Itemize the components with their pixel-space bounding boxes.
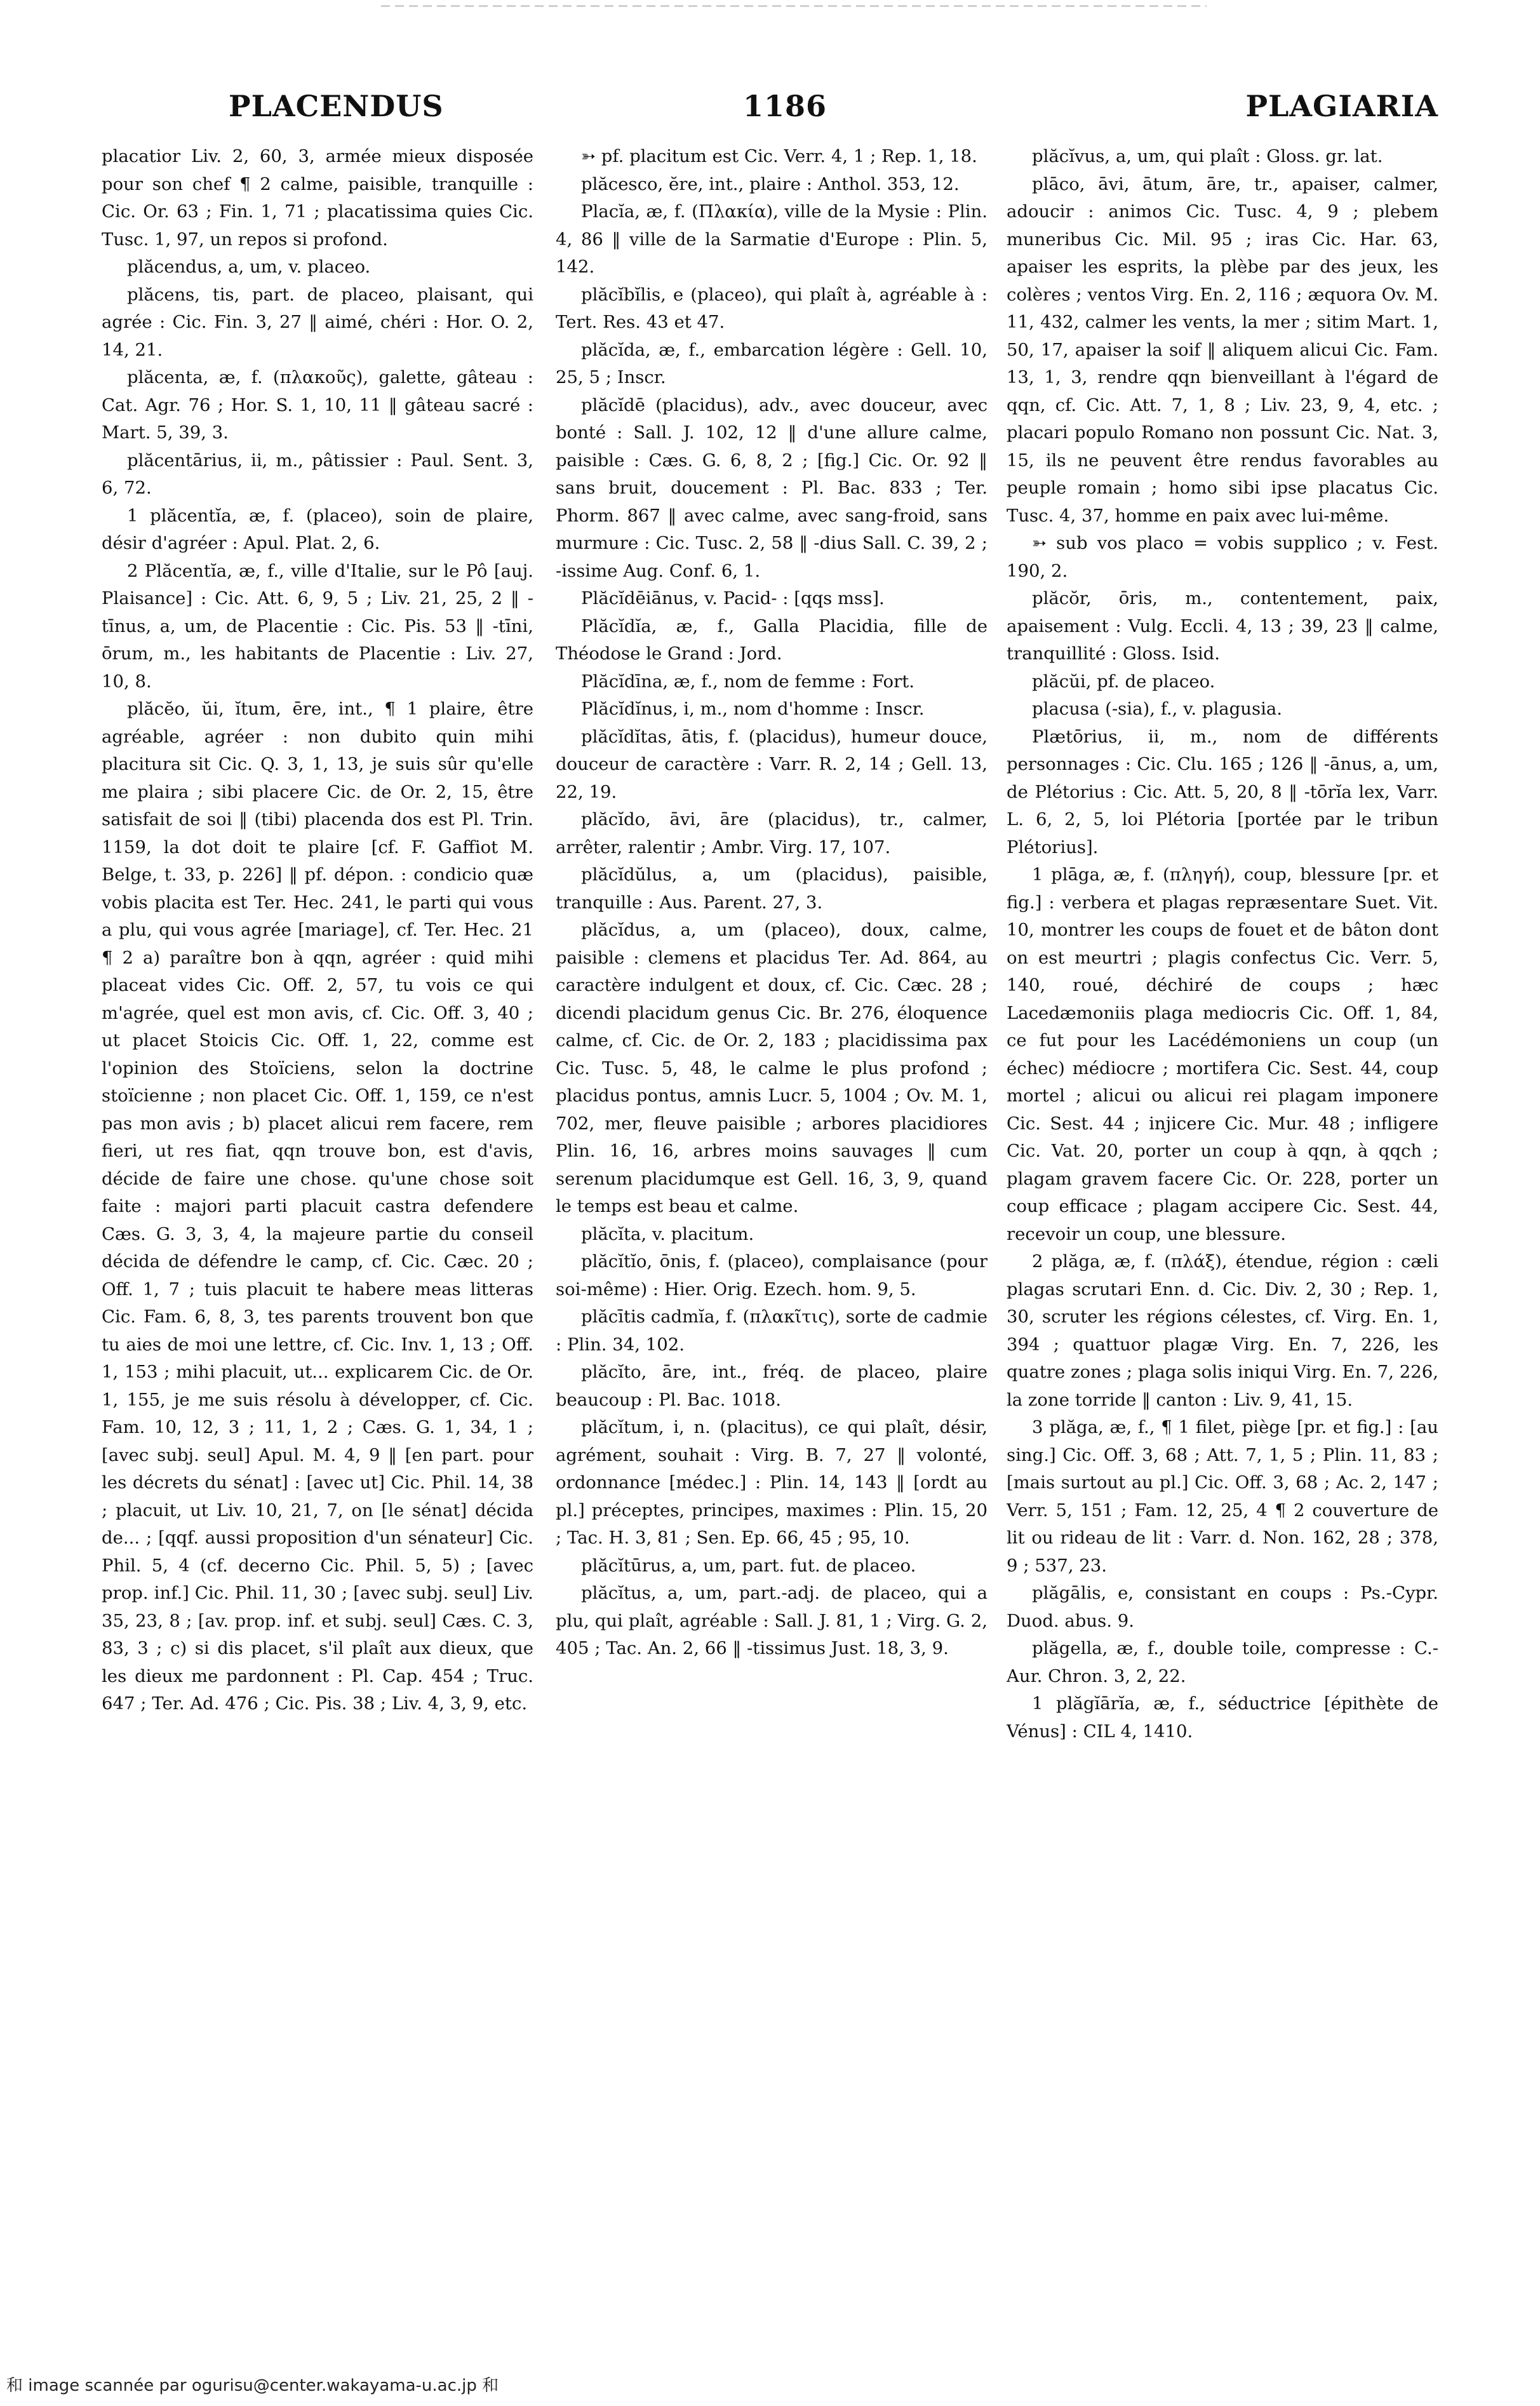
dictionary-entry: plăcĭdĭtas, ātis, f. (placidus), humeur douce, douceur de caractère : Varr. R. 2, 14 ; Gell. 13, 22, 19. bbox=[556, 726, 988, 802]
dictionary-entry: plăcĭto, āre, int., fréq. de placeo, plaire beaucoup : Pl. Bac. 1018. bbox=[556, 1362, 988, 1410]
column-1 bbox=[102, 143, 533, 2315]
dictionary-entry: plăcĭdus, a, um (placeo), doux, calme, paisible : clemens et placidus Ter. Ad. 864, au caractère indulgent et doux, cf. Cic. Cæc. 28 ; dicendi placidum genus Cic. Br. 276, éloquence calme, cf. Cic. de Or. 2, 183 ; placidissima pax Cic. Tusc. 5, 48, le calme le plus profond ; placidus pontus, amnis Lucr. 5, 1004 ; Ov. M. 1, 702, mer, fleuve paisible ; arbores placidiores Plin. 16, 16, arbres moins sauvages ‖ cum serenum placidumque est Gell. 16, 3, 9, quand le temps est beau et calme. bbox=[556, 920, 988, 1216]
dictionary-entry: 1 plăgĭārĭa, æ, f., séductrice [épithète de Vénus] : CIL 4, 1410. bbox=[1007, 1693, 1438, 1742]
column-2 bbox=[556, 143, 988, 2315]
dictionary-entry: 1 plāga, æ, f. (πληγή), coup, blessure [pr. et fig.] : verbera et plagas repræsentare Suet. Vit. 10, montrer les coups de fouet et de bâton dont on est meurtri ; plagis confectus Cic. Verr. 5, 140, roué, déchiré de coups ; hæc Lacedæmoniis plaga mediocris Cic. Off. 1, 84, ce fut pour les Lacédémoniens un coup (un échec) médiocre ; mortifera Cic. Sest. 44, coup mortel ; alicui ou alicui rei plagam imponere Cic. Sest. 44 ; injicere Cic. Mur. 48 ; infligere Cic. Vat. 20, porter un coup à qqn, à qqch ; plagam gravem facere Cic. Or. 228, porter un coup efficace ; plagam accipere Cic. Sest. 44, recevoir un coup, une blessure. bbox=[1007, 864, 1438, 1244]
dictionary-entry: plăcĭdŭlus, a, um (placidus), paisible, tranquille : Aus. Parent. 27, 3. bbox=[556, 864, 988, 913]
dictionary-entry: plăcĭtum, i, n. (placitus), ce qui plaît, désir, agrément, souhait : Virg. B. 7, 27 ‖ volonté, ordonnance [médec.] : Plin. 14, 143 ‖ [ordt au pl.] préceptes, principes, maximes : Plin. 15, 20 ; Tac. H. 3, 81 ; Sen. Ep. 66, 45 ; 95, 10. bbox=[556, 1417, 988, 1548]
dictionary-entry: plăcĭtūrus, a, um, part. fut. de placeo. bbox=[581, 1555, 916, 1576]
dictionary-entry: Placĭa, æ, f. (Πλακία), ville de la Mysie : Plin. 4, 86 ‖ ville de la Sarmatie d'Europe : Plin. 5, 142. bbox=[556, 201, 988, 277]
dictionary-entry: plăcĕo, ŭi, ĭtum, ēre, int., ¶ 1 plaire, être agréable, agréer : non dubito quin mihi placitura sit Cic. Q. 3, 1, 13, je suis sûr qu'elle me plaira ; sibi placere Cic. de Or. 2, 15, être satisfait de soi ‖ (tibi) placenda dos est Pl. Trin. 1159, la dot doit te plaire [cf. F. Gaffiot M. Belge, t. 33, p. 226] ‖ pf. dépon. : condicio quæ vobis placita est Ter. Hec. 241, le parti qui vous a plu, qui vous agrée [mariage], cf. Ter. Hec. 21 ¶ 2 a) paraître bon à qqn, agréer : quid mihi placeat vides Cic. Off. 2, 57, tu vois ce qui m'agrée, quel est mon avis, cf. Cic. Off. 3, 40 ; ut placet Stoicis Cic. Off. 1, 22, comme est l'opinion des Stoïciens, selon la doctrine stoïcienne ; non placet Cic. Off. 1, 159, ce n'est pas mon avis ; b) placet alicui rem facere, rem fieri, ut res fiat, qqn trouve bon, est d'avis, décide de faire une chose. qu'une chose soit faite : majori parti placuit castra defendere Cæs. G. 3, 3, 4, la majeure partie du conseil décida de défendre le camp, cf. Cic. Cæc. 20 ; Off. 1, 7 ; tuis placuit te habere meas litteras Cic. Fam. 6, 8, 3, tes parents trouvent bon que tu aies de moi une lettre, cf. Cic. Inv. 1, 13 ; Off. 1, 153 ; mihi placuit, ut... explicarem Cic. de Or. 1, 155, je me suis résolu à développer, cf. Cic. Fam. 10, 12, 3 ; 11, 1, 2 ; Cæs. G. 1, 34, 1 ; [avec subj. seul] Apul. M. 4, 9 ‖ [en part. pour les décrets du sénat] : [avec ut] Cic. Phil. 14, 38 ; placuit, ut Liv. 10, 21, 7, on [le sénat] décida de... ; [qqf. aussi proposition d'un sénateur] Cic. Phil. 5, 4 (cf. decerno Cic. Phil. 5, 5) ; [avec prop. inf.] Cic. Phil. 11, 30 ; [avec subj. seul] Liv. 35, 23, 8 ; [av. prop. inf. et subj. seul] Cæs. C. 3, 83, 3 ; c) si dis placet, s'il plaît aux dieux, que les dieux me pardonnent : Pl. Cap. 454 ; Truc. 647 ; Ter. Ad. 476 ; Cic. Pis. 38 ; Liv. 4, 3, 9, etc. bbox=[102, 699, 533, 1714]
dictionary-entry: ➳ sub vos placo = vobis supplico ; v. Fest. 190, 2. bbox=[1007, 533, 1438, 581]
dictionary-entry: plăcĭtĭo, ōnis, f. (placeo), complaisance (pour soi-même) : Hier. Orig. Ezech. hom. 9, 5. bbox=[556, 1251, 988, 1300]
scan-artifact-line bbox=[381, 5, 1207, 7]
dictionary-entry: 3 plăga, æ, f., ¶ 1 filet, piège [pr. et fig.] : [au sing.] Cic. Off. 3, 68 ; Att. 7, 1, 5 ; Plin. 11, 83 ; [mais surtout au pl.] Cic. Off. 3, 68 ; Ac. 2, 147 ; Verr. 5, 151 ; Fam. 12, 25, 4 ¶ 2 couverture de lit ou rideau de lit : Varr. d. Non. 162, 28 ; 378, 9 ; 537, 23. bbox=[1007, 1417, 1438, 1576]
dictionary-entry: Plætōrius, ii, m., nom de différents personnages : Cic. Clu. 165 ; 126 ‖ -ānus, a, um, de Plétorius : Cic. Att. 5, 20, 8 ‖ -tōrĭa lex, Varr. L. 6, 2, 5, loi Plétoria [portée par le tribun Plétorius]. bbox=[1007, 726, 1438, 857]
page-number: 1186 bbox=[743, 89, 827, 123]
dictionary-entry: plăcĭdo, āvi, āre (placidus), tr., calmer, arrêter, ralentir ; Ambr. Virg. 17, 107. bbox=[556, 809, 988, 857]
dictionary-entry: ➳ pf. placitum est Cic. Verr. 4, 1 ; Rep. 1, 18. bbox=[581, 146, 977, 166]
dictionary-entry: plăcendus, a, um, v. placeo. bbox=[127, 257, 371, 277]
text-columns bbox=[102, 143, 1438, 2315]
dictionary-entry: plăcĭtus, a, um, part.-adj. de placeo, qui a plu, qui plaît, agréable : Sall. J. 81, 1 ; Virg. G. 2, 405 ; Tac. An. 2, 66 ‖ -tissimus Just. 18, 3, 9. bbox=[556, 1583, 988, 1658]
dictionary-entry: placusa (-sia), f., v. plagusia. bbox=[1032, 699, 1283, 719]
dictionary-entry: plăcenta, æ, f. (πλακοῦς), galette, gâteau : Cat. Agr. 76 ; Hor. S. 1, 10, 11 ‖ gâteau sacré : Mart. 5, 39, 3. bbox=[102, 367, 533, 443]
dictionary-entry: Plăcĭdīna, æ, f., nom de femme : Fort. bbox=[581, 671, 915, 692]
scan-credit-text: 和 image scannée par ogurisu@center.wakayama-u.ac.jp 和 bbox=[6, 2376, 499, 2395]
dictionary-entry: plăcŏr, ōris, m., contentement, paix, apaisement : Vulg. Eccli. 4, 13 ; 39, 23 ‖ calme, tranquillité : Gloss. Isid. bbox=[1007, 588, 1438, 664]
dictionary-entry: plăgella, æ, f., double toile, compresse : C.-Aur. Chron. 3, 2, 22. bbox=[1007, 1638, 1438, 1686]
dictionary-entry: plăcĭta, v. placitum. bbox=[581, 1223, 754, 1244]
dictionary-entry: placatior Liv. 2, 60, 3, armée mieux disposée pour son chef ¶ 2 calme, paisible, tranquille : Cic. Or. 63 ; Fin. 1, 71 ; placatissima quies Cic. Tusc. 1, 97, un repos si profond. bbox=[102, 146, 533, 250]
dictionary-entry: plăcĭvus, a, um, qui plaît : Gloss. gr. lat. bbox=[1032, 146, 1383, 166]
dictionary-entry: plăcītis cadmĭa, f. (πλακῖτις), sorte de cadmie : Plin. 34, 102. bbox=[556, 1307, 988, 1355]
column-3 bbox=[1007, 143, 1438, 2315]
dictionary-entry: Plăcĭdĭa, æ, f., Galla Placidia, fille de Théodose le Grand : Jord. bbox=[556, 615, 988, 664]
dictionary-entry: plăcĭda, æ, f., embarcation légère : Gell. 10, 25, 5 ; Inscr. bbox=[556, 339, 988, 387]
dictionary-entry: plăcĭdē (placidus), adv., avec douceur, avec bonté : Sall. J. 102, 12 ‖ d'une allure calme, paisible : Cæs. G. 6, 8, 2 ; [fig.] Cic. Or. 92 ‖ sans bruit, doucement : Pl. Bac. 833 ; Ter. Phorm. 867 ‖ avec calme, avec sang-froid, sans murmure : Cic. Tusc. 2, 58 ‖ -dius Sall. C. 39, 2 ; -issime Aug. Conf. 6, 1. bbox=[556, 394, 988, 581]
dictionary-entry: plăcesco, ĕre, int., plaire : Anthol. 353, 12. bbox=[581, 173, 960, 194]
dictionary-entry: 2 plăga, æ, f. (πλάξ), étendue, région : cæli plagas scrutari Enn. d. Cic. Div. 2, 30 ; Rep. 1, 30, scruter les régions célestes, cf. Virg. En. 1, 394 ; quattuor plagæ Virg. En. 7, 226, les quatre zones ; plaga solis iniqui Virg. En. 7, 226, la zone torride ‖ canton : Liv. 9, 41, 15. bbox=[1007, 1251, 1438, 1410]
dictionary-entry: 2 Plăcentĭa, æ, f., ville d'Italie, sur le Pô [auj. Plaisance] : Cic. Att. 6, 9, 5 ; Liv. 21, 25, 2 ‖ -tīnus, a, um, de Placentie : Cic. Pis. 53 ‖ -tīni, ōrum, m., les habitants de Placentie : Liv. 27, 10, 8. bbox=[102, 560, 533, 692]
dictionary-entry: plăcĭbĭlis, e (placeo), qui plaît à, agréable à : Tert. Res. 43 et 47. bbox=[556, 284, 988, 332]
dictionary-entry: plăgālis, e, consistant en coups : Ps.-Cypr. Duod. abus. 9. bbox=[1007, 1583, 1438, 1631]
left-guide-word: PLACENDUS bbox=[229, 89, 444, 123]
dictionary-entry: plāco, āvi, ātum, āre, tr., apaiser, calmer, adoucir : animos Cic. Tusc. 4, 9 ; plebem muneribus Cic. Mil. 95 ; iras Cic. Har. 63, apaiser les esprits, la plèbe par des jeux, les colères ; ventos Virg. En. 2, 116 ; æquora Ov. M. 11, 432, calmer les vents, la mer ; sitim Mart. 1, 50, 17, apaiser la soif ‖ aliquem alicui Cic. Fam. 13, 1, 3, rendre qqn bienveillant à l'égard de qqn, cf. Cic. Att. 7, 1, 8 ; Liv. 23, 9, 4, etc. ; placari populo Romano non possunt Cic. Nat. 3, 15, ils ne peuvent être rendus favorables au peuple romain ; homo sibi ipse placatus Cic. Tusc. 4, 37, homme en paix avec lui-même. bbox=[1007, 173, 1438, 526]
dictionary-entry: plăcens, tis, part. de placeo, plaisant, qui agrée : Cic. Fin. 3, 27 ‖ aimé, chéri : Hor. O. 2, 14, 21. bbox=[102, 284, 533, 360]
dictionary-entry: 1 plăcentĭa, æ, f. (placeo), soin de plaire, désir d'agréer : Apul. Plat. 2, 6. bbox=[102, 505, 533, 553]
scan-credit-footer bbox=[0, 2372, 1540, 2398]
dictionary-entry: plăcŭi, pf. de placeo. bbox=[1032, 671, 1215, 692]
running-header bbox=[102, 89, 1438, 140]
dictionary-entry: plăcentārius, ii, m., pâtissier : Paul. Sent. 3, 6, 72. bbox=[102, 450, 533, 498]
dictionary-entry: Plăcĭdēiānus, v. Pacid- : [qqs mss]. bbox=[581, 588, 885, 608]
right-guide-word: PLAGIARIA bbox=[1245, 89, 1438, 123]
dictionary-entry: Plăcĭdĭnus, i, m., nom d'homme : Inscr. bbox=[581, 699, 925, 719]
